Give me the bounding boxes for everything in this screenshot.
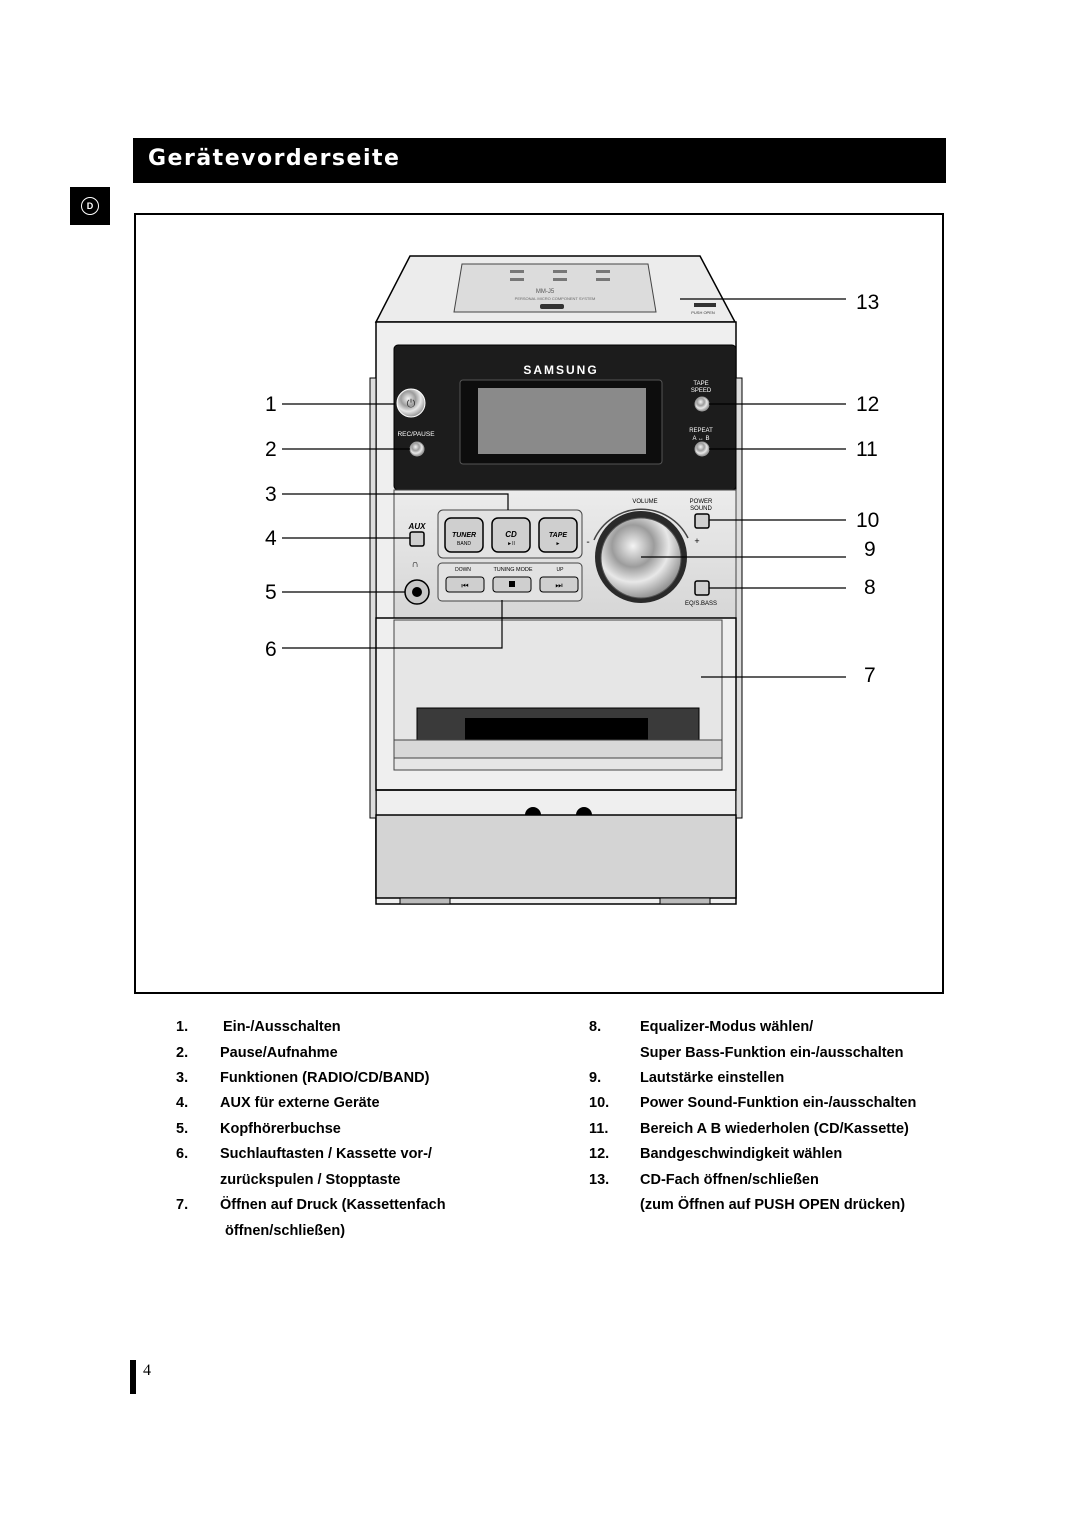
callout-3: 3 [265,483,277,506]
legend-item: Pause/Aufnahme [220,1045,338,1061]
legend-item: AUX für externe Geräte [220,1095,380,1111]
legend-number: 3. [176,1070,189,1086]
legend-number: 9. [589,1070,602,1086]
callout-12: 12 [856,393,880,416]
rec-pause-label: REC/PAUSE [397,431,435,438]
callout-11: 11 [856,438,878,461]
cd-label: CD [505,530,517,539]
legend-number: 2. [176,1045,189,1061]
legend-item: Equalizer-Modus wählen/ [640,1019,814,1035]
top-logo: MM-J5 [535,289,555,295]
repeat-label-2: A ↔ B [692,436,710,442]
volume-minus-label: - [586,537,590,548]
callout-2: 2 [265,438,277,461]
push-open-button [694,303,716,307]
headphone-icon: ∩ [411,559,419,570]
legend-number: 1. [176,1019,189,1035]
power-sound-label-1: POWER [689,499,713,505]
legend-item: Bereich A B wiederholen (CD/Kassette) [640,1121,909,1137]
callout-4: 4 [265,527,277,550]
cd-lid-badge [540,304,564,309]
volume-plus-label: + [694,536,700,546]
callout-8: 8 [864,576,876,599]
legend-item-continued: Super Bass-Funktion ein-/ausschalten [640,1045,904,1061]
legend-number: 11. [589,1121,609,1137]
legend-item: Funktionen (RADIO/CD/BAND) [220,1070,430,1086]
skip-back-icon: ⏮ [461,581,469,590]
tape-speed-label-1: TAPE [693,381,709,387]
language-tab-label: D [81,197,99,215]
page-number: 4 [143,1362,151,1379]
legend-number: 10. [589,1095,610,1111]
legend-item: Öffnen auf Druck (Kassettenfach [220,1197,446,1213]
legend-item-continued: öffnen/schließen) [225,1223,346,1239]
legend-item: Suchlauftasten / Kassette vor-/ [220,1146,432,1162]
power-sound-button [695,514,709,528]
aux-button [410,532,424,546]
tape-play-label: ► [555,541,561,547]
eq-sbass-label: EQ/S.BASS [684,601,718,607]
callout-7: 7 [864,664,876,687]
legend-number: 6. [176,1146,189,1162]
up-label: UP [556,567,564,573]
volume-label: VOLUME [632,499,658,505]
callout-10: 10 [856,509,880,532]
legend-number: 5. [176,1121,189,1137]
legend-item-continued: (zum Öffnen auf PUSH OPEN drücken) [640,1197,906,1213]
tape-speed-button [695,397,709,411]
rec-pause-button [410,442,424,456]
power-symbol-icon: ⏻ [406,398,416,410]
legend-item: CD-Fach öffnen/schließen [640,1172,819,1188]
tuning-mode-label: TUNING MODE [493,567,533,573]
volume-knob [601,518,681,598]
legend-number: 13. [589,1172,610,1188]
callout-5: 5 [265,581,277,604]
push-open-label: PUSH OPEN [691,310,715,315]
cassette-slot-window [465,718,648,742]
bottom-grill [376,815,736,898]
page-number-bar [130,1360,136,1394]
cassette-sill [394,740,722,758]
legend-number: 7. [176,1197,189,1213]
legend-number: 8. [589,1019,602,1035]
callout-1: 1 [265,393,277,416]
legend-item: Lautstärke einstellen [640,1070,785,1086]
legend-item: Kopfhörerbuchse [220,1121,341,1137]
band-label: BAND [457,541,471,547]
callout-9: 9 [864,538,876,561]
stop-icon [509,581,515,587]
tape-speed-label-2: SPEED [690,388,712,394]
legend-item: Ein-/Ausschalten [223,1019,341,1035]
legend-item-continued: zurückspulen / Stopptaste [220,1172,401,1188]
brand-logo: SAMSUNG [523,363,599,377]
page-title: Gerätevorderseite [148,146,401,171]
tape-label: TAPE [548,532,568,539]
legend-number: 4. [176,1095,189,1111]
tuner-label: TUNER [451,532,477,539]
callout-13: 13 [856,291,880,314]
legend-item: Power Sound-Funktion ein-/ausschalten [640,1095,917,1111]
legend-item: Bandgeschwindigkeit wählen [640,1146,843,1162]
lcd-screen [478,388,646,454]
top-subtitle: PERSONAL MICRO COMPONENT SYSTEM [514,296,596,301]
repeat-label-1: REPEAT [689,428,713,434]
aux-label: AUX [408,522,426,531]
repeat-button [695,442,709,456]
eq-sbass-button [695,581,709,595]
device-foot-left [400,898,450,904]
device-foot-right [660,898,710,904]
skip-forward-icon: ⏭ [555,581,563,590]
power-sound-label-2: SOUND [690,506,712,512]
cd-play-pause-label: ►II [507,541,515,547]
down-label: DOWN [455,567,471,573]
legend-number: 12. [589,1146,610,1162]
callout-6: 6 [265,638,277,661]
